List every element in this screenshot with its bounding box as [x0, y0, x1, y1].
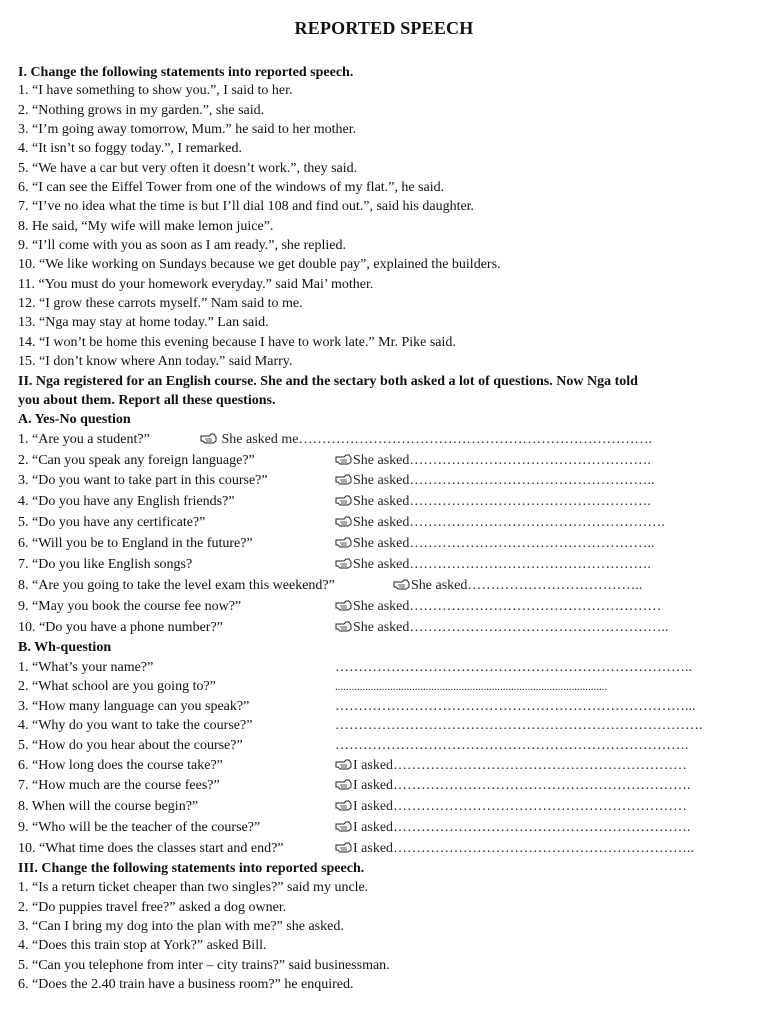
yes-no-question: 3. “Do you want to take part in this course?”: [18, 473, 268, 488]
writing-hand-icon: [335, 620, 352, 632]
answer-line: [335, 556, 651, 574]
answer-prompt: She asked………………………………..: [411, 578, 643, 593]
wh-question: 6. “How long does the course take?”: [18, 758, 223, 773]
answer-prompt: She asked………………………………………………: [353, 599, 662, 614]
answer-line: [335, 659, 692, 677]
answer-prompt: She asked me………………………………………………………………….: [218, 432, 652, 447]
wh-question: 9. “Who will be the teacher of the course?”: [18, 820, 261, 835]
part2-heading-line1: II. Nga registered for an English course. She and the sectary both asked a lot of questions. Now Nga told: [18, 374, 638, 389]
yes-no-question: 5. “Do you have any certificate?”: [18, 515, 206, 530]
answer-prompt: I asked……………………………………………………….: [353, 820, 691, 835]
answer-prompt: …………………………………………………………………...: [335, 699, 696, 714]
answer-prompt: I asked………………………………………………………: [353, 799, 688, 814]
part1-item: 10. “We like working on Sundays because we get double pay”, explained the builders.: [18, 257, 501, 272]
writing-hand-icon: [393, 578, 410, 590]
wh-question: 1. “What’s your name?”: [18, 660, 154, 675]
answer-line: [200, 431, 652, 449]
answer-line: [335, 452, 651, 470]
part3-item: 4. “Does this train stop at York?” asked Bill.: [18, 938, 267, 953]
answer-line: [335, 777, 691, 795]
answer-line: [335, 698, 696, 716]
answer-prompt: She asked…………………………………………….: [353, 453, 651, 468]
answer-prompt: …………………………………………………………………..: [335, 660, 692, 675]
writing-hand-icon: [335, 515, 352, 527]
writing-hand-icon: [335, 494, 352, 506]
part3-item: 2. “Do puppies travel free?” asked a dog owner.: [18, 900, 287, 915]
answer-line: [335, 737, 689, 755]
wh-question: 3. “How many language can you speak?”: [18, 699, 250, 714]
answer-prompt: She asked…………………………………………….: [353, 557, 651, 572]
answer-line: [335, 717, 703, 735]
answer-prompt: She asked……………………………………………..: [353, 536, 655, 551]
writing-hand-icon: [200, 432, 217, 444]
part1-item: 4. “It isn’t so foggy today.”, I remarked.: [18, 141, 242, 156]
part1-item: 1. “I have something to show you.”, I said to her.: [18, 83, 293, 98]
answer-prompt: She asked……………………………………………….: [353, 515, 665, 530]
answer-line: [335, 598, 661, 616]
answer-prompt: ………………………………………………………………….: [335, 738, 689, 753]
answer-prompt: She asked………………………………………………..: [353, 620, 669, 635]
wh-question: 4. “Why do you want to take the course?”: [18, 718, 253, 733]
answer-line: [335, 514, 665, 532]
part1-item: 11. “You must do your homework everyday.” said Mai’ mother.: [18, 277, 374, 292]
part1-heading: I. Change the following statements into reported speech.: [18, 65, 354, 80]
part3-item: 6. “Does the 2.40 train have a business room?” he enquired.: [18, 977, 354, 992]
part1-item: 8. He said, “My wife will make lemon juice”.: [18, 219, 274, 234]
answer-line: [335, 535, 654, 553]
writing-hand-icon: [335, 473, 352, 485]
part1-item: 6. “I can see the Eiffel Tower from one of the windows of my flat.”, he said.: [18, 180, 445, 195]
part1-item: 3. “I’m going away tomorrow, Mum.” he said to her mother.: [18, 122, 357, 137]
part1-item: 7. “I’ve no idea what the time is but I’ll dial 108 and find out.”, said his daughter.: [18, 199, 475, 214]
answer-line: [335, 619, 668, 637]
writing-hand-icon: [335, 453, 352, 465]
section-a-heading: A. Yes-No question: [18, 412, 131, 427]
answer-line: [335, 757, 687, 775]
yes-no-question: 4. “Do you have any English friends?”: [18, 494, 235, 509]
part3-heading: III. Change the following statements into reported speech.: [18, 861, 365, 876]
part1-item: 15. “I don’t know where Ann today.” said Marry.: [18, 354, 293, 369]
answer-prompt: I asked………………………………………………………..: [353, 841, 695, 856]
part3-item: 1. “Is a return ticket cheaper than two singles?” said my uncle.: [18, 880, 369, 895]
answer-prompt: I asked……………………………………………………….: [353, 778, 691, 793]
wh-question: 8. When will the course begin?”: [18, 799, 199, 814]
yes-no-question: 2. “Can you speak any foreign language?”: [18, 453, 255, 468]
writing-hand-icon: [335, 557, 352, 569]
part1-item: 12. “I grow these carrots myself.” Nam said to me.: [18, 296, 303, 311]
answer-line: [335, 493, 651, 511]
yes-no-question: 7. “Do you like English songs?: [18, 557, 193, 572]
writing-hand-icon: [335, 758, 352, 770]
answer-line: [335, 472, 654, 490]
writing-hand-icon: [335, 799, 352, 811]
answer-prompt: She asked…………………………………………….: [353, 494, 651, 509]
writing-hand-icon: [335, 536, 352, 548]
yes-no-question: 8. “Are you going to take the level exam this weekend?”: [18, 578, 335, 593]
page-title: REPORTED SPEECH: [294, 18, 474, 38]
wh-question: 7. “How much are the course fees?”: [18, 778, 220, 793]
part1-item: 9. “I’ll come with you as soon as I am ready.”, she replied.: [18, 238, 346, 253]
part2-heading-line2: you about them. Report all these questions.: [18, 393, 276, 408]
answer-prompt: I asked………………………………………………………: [353, 758, 688, 773]
answer-prompt: …………………………………………………………………….: [335, 718, 703, 733]
part1-item: 5. “We have a car but very often it doesn’t work.”, they said.: [18, 161, 358, 176]
answer-line: [335, 840, 694, 858]
writing-hand-icon: [335, 778, 352, 790]
writing-hand-icon: [335, 599, 352, 611]
yes-no-question: 1. “Are you a student?”: [18, 432, 150, 447]
yes-no-question: 9. “May you book the course fee now?”: [18, 599, 242, 614]
part3-item: 5. “Can you telephone from inter – city trains?” said businessman.: [18, 958, 390, 973]
part1-item: 14. “I won’t be home this evening because I have to work late.” Mr. Pike said.: [18, 335, 456, 350]
answer-line: [393, 577, 642, 595]
part1-item: 13. “Nga may stay at home today.” Lan said.: [18, 315, 269, 330]
part3-item: 3. “Can I bring my dog into the plan with me?” she asked.: [18, 919, 344, 934]
answer-line: [335, 798, 687, 816]
wh-question: 5. “How do you hear about the course?”: [18, 738, 243, 753]
writing-hand-icon: [335, 841, 352, 853]
answer-line: [335, 678, 607, 696]
part1-item: 2. “Nothing grows in my garden.”, she said.: [18, 103, 265, 118]
yes-no-question: 6. “Will you be to England in the future?”: [18, 536, 253, 551]
writing-hand-icon: [335, 820, 352, 832]
wh-question: 10. “What time does the classes start and end?”: [18, 841, 284, 856]
answer-prompt: ...................................................................................................: [335, 681, 608, 693]
answer-prompt: She asked……………………………………………..: [353, 473, 655, 488]
section-b-heading: B. Wh-question: [18, 640, 112, 655]
yes-no-question: 10. “Do you have a phone number?”: [18, 620, 223, 635]
wh-question: 2. “What school are you going to?”: [18, 679, 216, 694]
answer-line: [335, 819, 691, 837]
